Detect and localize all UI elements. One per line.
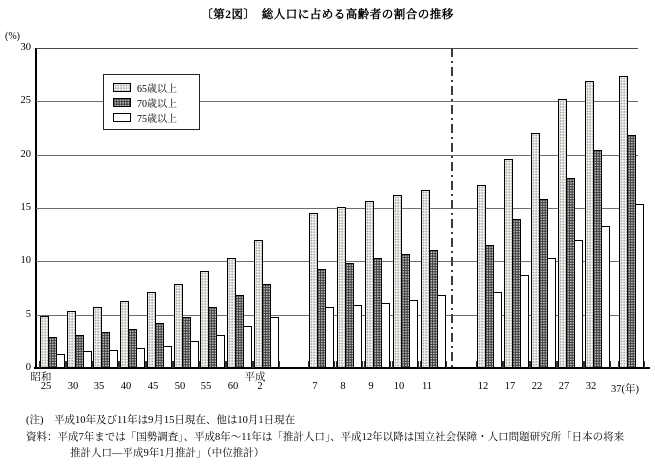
- legend-swatch-75plus-icon: [113, 113, 131, 122]
- x-tick-label: 10: [393, 381, 405, 392]
- legend-item-70plus: [113, 95, 199, 110]
- bar-75歳以上: [216, 335, 225, 368]
- source-line-2: 推計人口―平成9年1月推計」（中位推計）: [70, 448, 265, 459]
- bar-75歳以上: [190, 341, 199, 368]
- y-tick-label: 5: [25, 308, 31, 320]
- bar-75歳以上: [270, 317, 279, 368]
- y-tick-label: 30: [20, 42, 31, 53]
- x-axis-tick: [418, 361, 419, 368]
- legend-label: 75歳以上: [137, 114, 177, 125]
- era-label-昭和: 昭和: [30, 372, 52, 383]
- x-axis-tick: [362, 361, 363, 368]
- x-tick-label: 37(年): [611, 384, 639, 395]
- bar-75歳以上: [163, 346, 172, 368]
- bar-75歳以上: [574, 240, 583, 368]
- gridline-20: [36, 155, 638, 156]
- x-tick-label: 55: [200, 381, 212, 392]
- y-tick-label: 0: [25, 362, 31, 373]
- note-line: (注) 平成10年及び11年は9月15日現在、他は10月1日現在: [26, 415, 296, 426]
- x-tick-label: 32: [585, 381, 597, 392]
- x-axis-tick: [446, 361, 447, 368]
- x-tick-label: 2: [257, 381, 263, 392]
- bar-75歳以上: [409, 300, 418, 368]
- x-tick-label: 7: [312, 381, 318, 392]
- x-tick-label: 45: [147, 381, 159, 392]
- y-tick-label: 25: [20, 95, 31, 107]
- bar-75歳以上: [381, 303, 390, 368]
- bar-75歳以上: [56, 354, 65, 368]
- bar-75歳以上: [437, 295, 446, 368]
- gridline-30: [36, 48, 638, 49]
- x-axis-tick: [644, 361, 645, 368]
- y-tick-label: 10: [20, 255, 31, 267]
- x-tick-label: 50: [174, 381, 186, 392]
- bar-75歳以上: [83, 351, 92, 368]
- x-tick-label: 17: [504, 381, 516, 392]
- bar-75歳以上: [520, 275, 529, 368]
- bar-75歳以上: [635, 204, 644, 368]
- legend-item-75plus: [113, 110, 199, 125]
- bar-75歳以上: [136, 348, 145, 368]
- x-axis-tick: [279, 361, 280, 368]
- y-tick-label: 15: [20, 202, 31, 213]
- projection-divider-line: [451, 48, 453, 368]
- legend-label: 65歳以上: [137, 84, 177, 95]
- x-tick-label: 60: [227, 381, 239, 392]
- footnotes: [26, 413, 651, 463]
- bar-75歳以上: [243, 326, 252, 368]
- bar-75歳以上: [353, 305, 362, 368]
- legend: [103, 74, 200, 130]
- x-tick-label: 11: [421, 381, 433, 392]
- legend-swatch-70plus-icon: [113, 98, 131, 107]
- x-tick-label: 8: [340, 381, 346, 392]
- x-tick-label: 22: [531, 381, 543, 392]
- bar-75歳以上: [601, 226, 610, 368]
- legend-label: 70歳以上: [137, 99, 177, 110]
- chart-title: 〔第2図〕 総人口に占める高齢者の割合の推移: [201, 9, 454, 21]
- x-axis-tick: [334, 361, 335, 368]
- x-tick-label: 40: [120, 381, 132, 392]
- source-line-1: 資料：平成7年までは「国勢調査」、平成8年～11年は「推計人口」、平成12年以降は国立社会保障・人口問題研究所「日本の将来: [26, 431, 625, 443]
- bar-75歳以上: [547, 258, 556, 368]
- x-axis-tick: [390, 361, 391, 368]
- era-label-平成: 平成: [244, 372, 266, 383]
- x-tick-label: 25: [40, 381, 52, 392]
- bar-75歳以上: [325, 307, 334, 368]
- x-tick-label: 30: [67, 381, 79, 392]
- y-axis-unit-label: (%): [5, 31, 20, 42]
- legend-swatch-65plus-icon: [113, 83, 131, 92]
- x-tick-label: 35: [93, 381, 105, 392]
- legend-item-65plus: [113, 80, 199, 95]
- x-tick-label: 9: [368, 381, 374, 392]
- bar-75歳以上: [493, 292, 502, 368]
- bar-75歳以上: [109, 350, 118, 368]
- x-axis-tick: [610, 361, 611, 368]
- x-tick-label: 12: [477, 381, 489, 392]
- y-tick-label: 20: [20, 148, 31, 160]
- x-tick-label: 27: [558, 381, 570, 392]
